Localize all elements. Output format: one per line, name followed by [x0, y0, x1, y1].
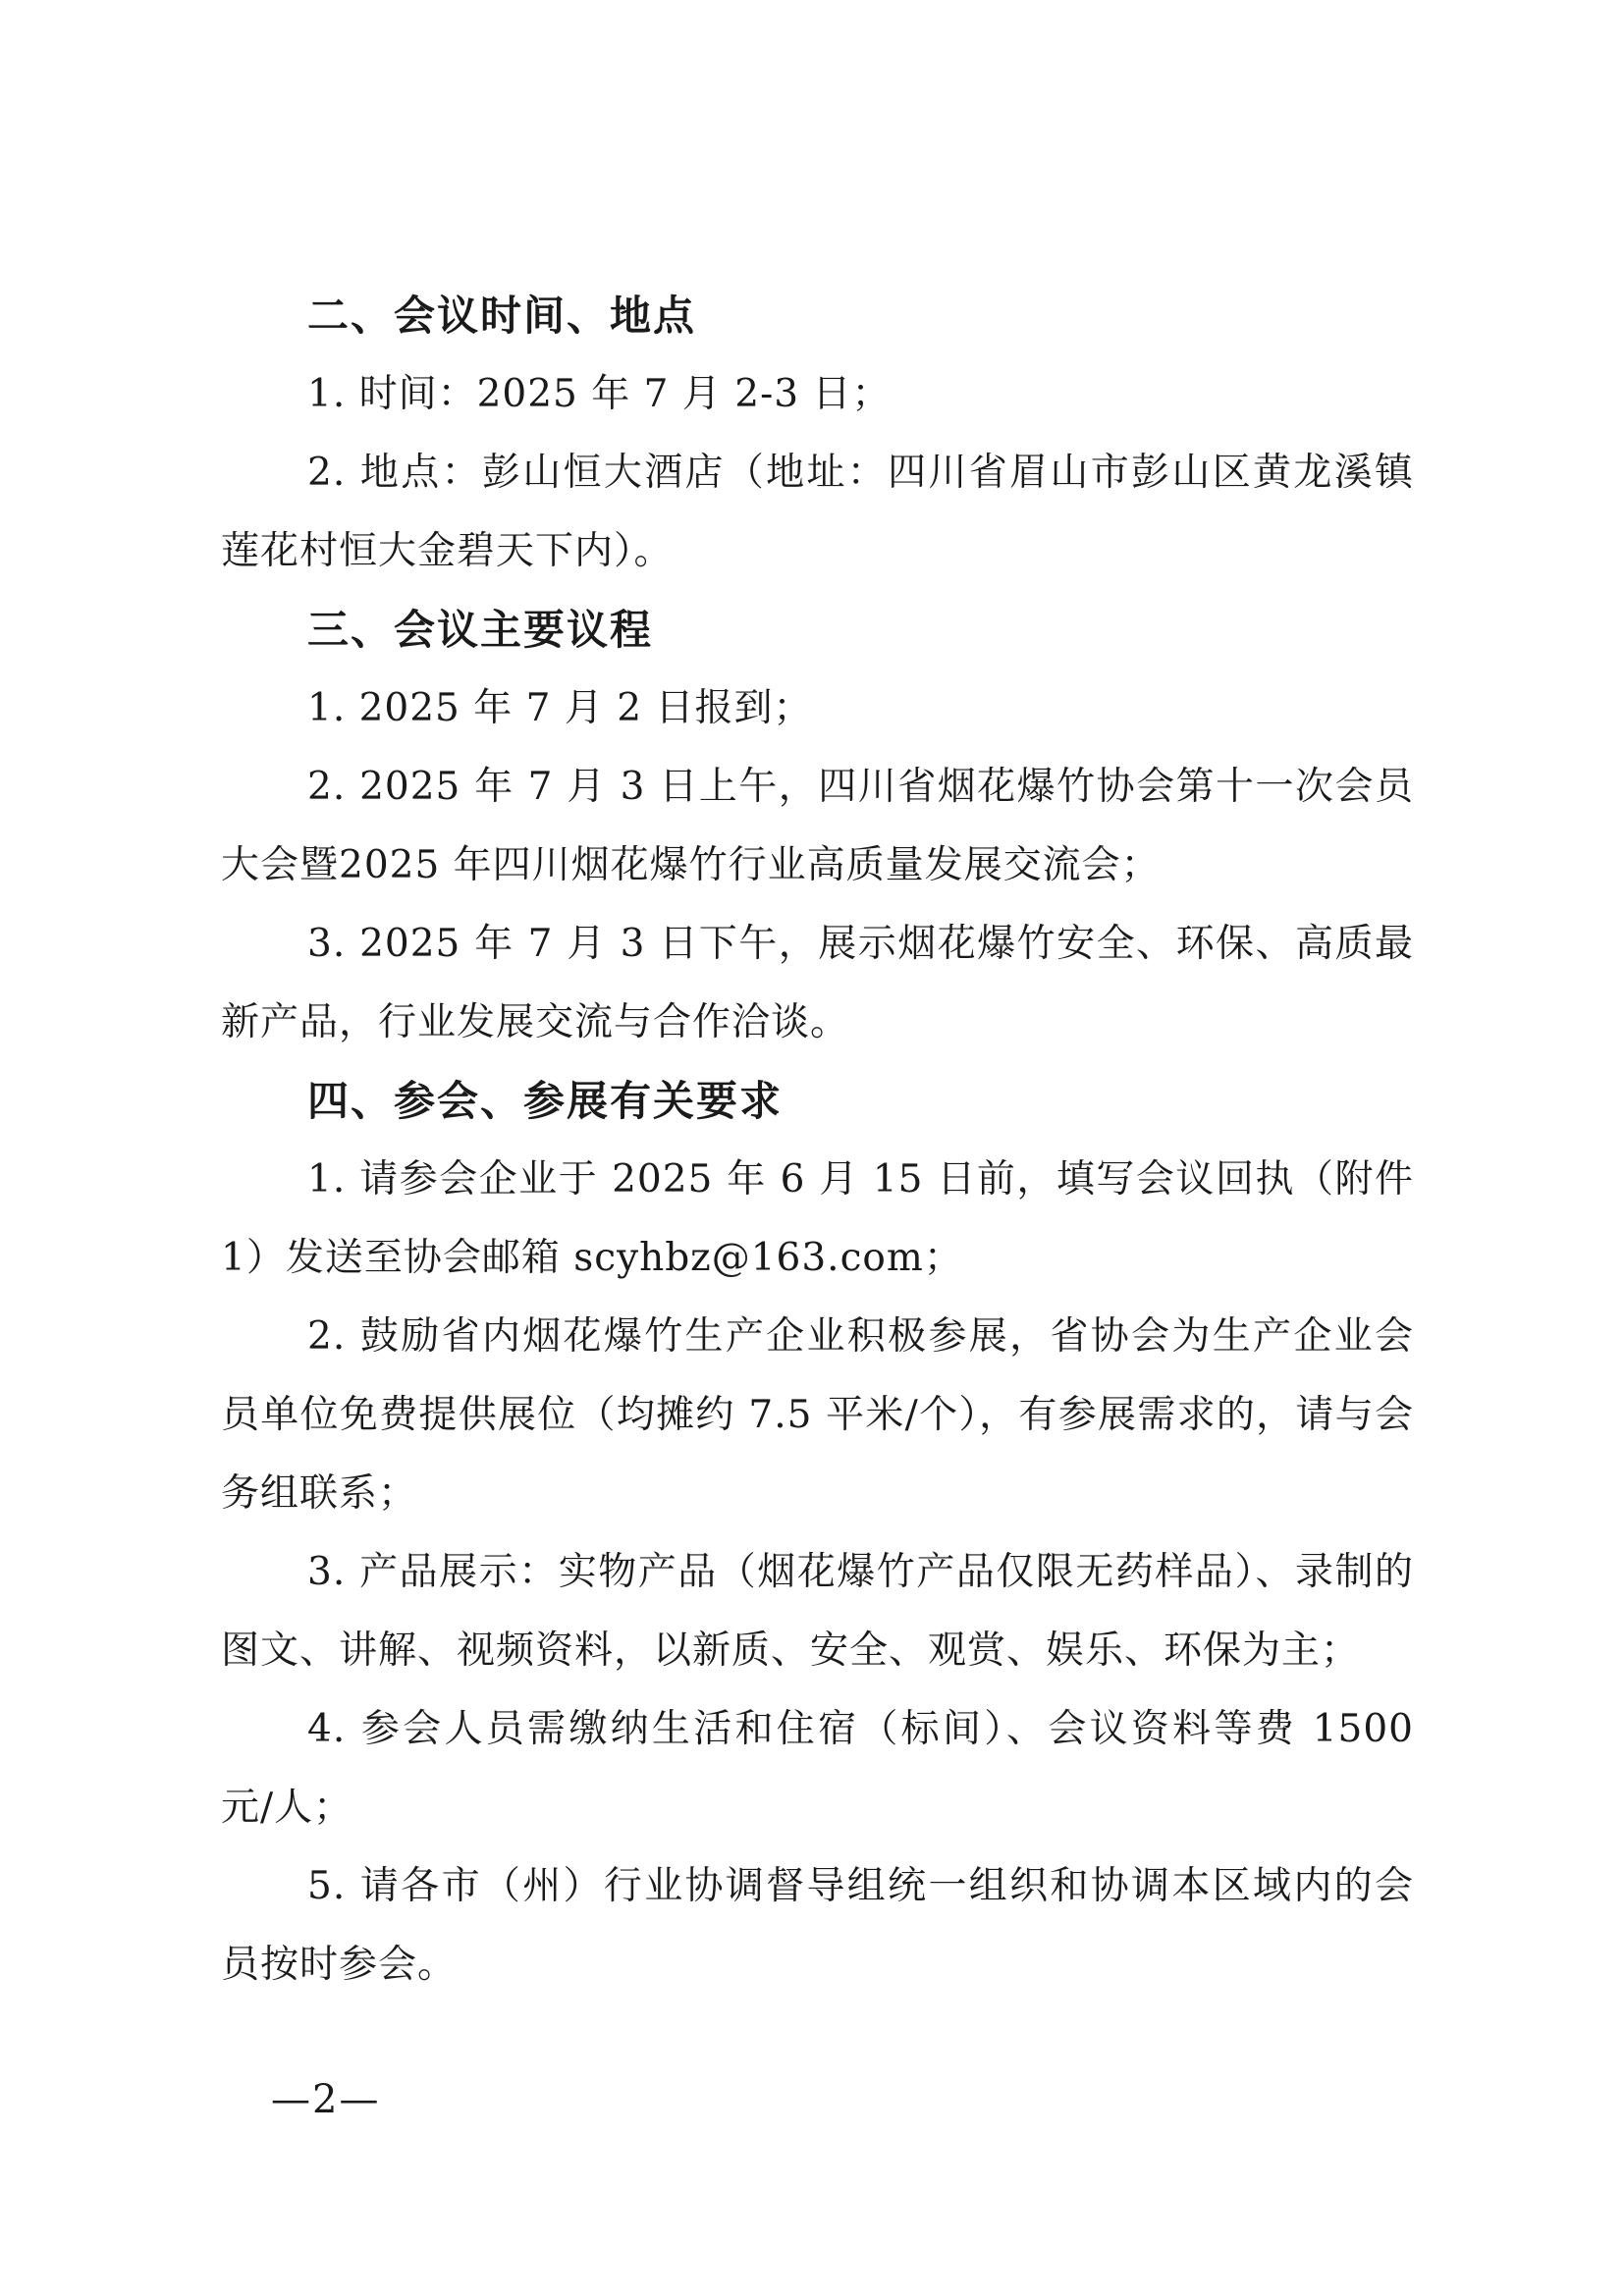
agenda-item-registration: 1. 2025 年 7 月 2 日报到；	[307, 686, 813, 730]
agenda-item-afternoon-exhibition: 3. 2025 年 7 月 3 日下午，展示烟花爆竹安全、环保、高质最新产品，行业发展交流与合作洽谈。	[221, 922, 1414, 1044]
requirement-item-organization: 5. 请各市（州）行业协调督导组统一组织和协调本区域内的会员按时参会。	[221, 1864, 1414, 1987]
requirement-item-fee: 4. 参会人员需缴纳生活和住宿（标间）、会议资料等费 1500 元/人；	[221, 1707, 1414, 1830]
requirement-item-booth: 2. 鼓励省内烟花爆竹生产企业积极参展，省协会为生产企业会员单位免费提供展位（均摊约 7.5 平米/个），有参展需求的，请与会务组联系；	[221, 1314, 1414, 1516]
meeting-time-item: 1. 时间：2025 年 7 月 2-3 日；	[307, 372, 892, 416]
section-heading-agenda: 三、会议主要议程	[307, 606, 654, 654]
requirement-item-product-display: 3. 产品展示：实物产品（烟花爆竹产品仅限无药样品）、录制的图文、讲解、视频资料，以新质、安全、观赏、娱乐、环保为主；	[221, 1550, 1414, 1673]
page-number: —2—	[271, 2077, 381, 2122]
section-heading-requirements: 四、参会、参展有关要求	[307, 1077, 784, 1125]
meeting-place-item: 2. 地点：彭山恒大酒店（地址：四川省眉山市彭山区黄龙溪镇莲花村恒大金碧天下内）。	[221, 451, 1414, 573]
document-body	[221, 277, 1414, 2004]
agenda-item-morning-assembly: 2. 2025 年 7 月 3 日上午，四川省烟花爆竹协会第十一次会员大会暨2025 年四川烟花爆竹行业高质量发展交流会；	[221, 765, 1414, 887]
requirement-item-receipt: 1. 请参会企业于 2025 年 6 月 15 日前，填写会议回执（附件1）发送至协会邮箱 scyhbz@163.com；	[221, 1157, 1414, 1280]
section-heading-meeting-time-place: 二、会议时间、地点	[307, 292, 697, 340]
